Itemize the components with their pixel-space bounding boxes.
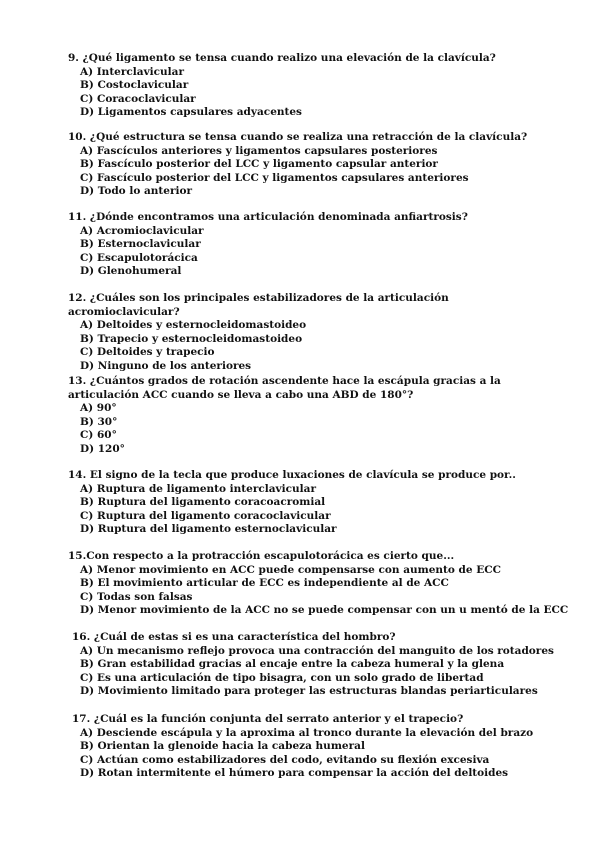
option-a: A) Deltoides y esternocleidomastoideo bbox=[80, 319, 307, 331]
question-text: 12. ¿Cuáles son los principales estabilizadores de la articulación acromioclavicular? bbox=[68, 292, 453, 318]
option-d: D) Glenohumeral bbox=[80, 265, 182, 277]
question-12 bbox=[0, 292, 600, 373]
option-c: C) Ruptura del ligamento coracoclavicular bbox=[80, 509, 331, 522]
option-b: B) Ruptura del ligamento coracoacromial bbox=[80, 496, 326, 508]
option-c: C) Actúan como estabilizadores del codo, evitando su flexión excesiva bbox=[80, 753, 490, 766]
option-c: C) 60° bbox=[80, 429, 117, 441]
question-text: 10. ¿Qué estructura se tensa cuando se realiza una retracción de la clavícula? bbox=[68, 131, 528, 143]
question-11 bbox=[0, 211, 600, 279]
option-b: B) Orientan la glenoide hacia la cabeza humeral bbox=[80, 740, 365, 752]
option-a: A) Un mecanismo reflejo provoca una contracción del manguito de los rotadores bbox=[80, 644, 554, 657]
option-d: D) Movimiento limitado para proteger las estructuras blandas periarticulares bbox=[80, 685, 538, 697]
question-14 bbox=[0, 469, 600, 537]
question-text: 16. ¿Cuál de estas si es una característica del hombro? bbox=[72, 631, 396, 643]
option-a: A) Interclavicular bbox=[80, 65, 185, 78]
option-a: A) Desciende escápula y la aproxima al tronco durante la elevación del brazo bbox=[80, 726, 534, 739]
option-b: B) Gran estabilidad gracias al encaje entre la cabeza humeral y la glena bbox=[80, 658, 505, 670]
option-c: C) Es una articulación de tipo bisagra, con un solo grado de libertad bbox=[80, 671, 484, 684]
option-d: D) Ligamentos capsulares adyacentes bbox=[80, 106, 302, 118]
question-10 bbox=[0, 131, 600, 199]
option-d: D) Menor movimiento de la ACC no se puede compensar con un u mentó de la ECC bbox=[80, 604, 569, 616]
question-16 bbox=[0, 631, 600, 699]
option-d: D) Ninguno de los anteriores bbox=[80, 359, 252, 372]
option-a: A) Menor movimiento en ACC puede compensarse con aumento de ECC bbox=[80, 563, 501, 576]
question-text: 11. ¿Dónde encontramos una articulación denominada anfiartrosis? bbox=[68, 211, 468, 223]
option-a: A) Fascículos anteriores y ligamentos capsulares posteriores bbox=[80, 144, 438, 157]
question-text: 17. ¿Cuál es la función conjunta del serrato anterior y el trapecio? bbox=[72, 713, 464, 725]
option-b: B) Trapecio y esternocleidomastoideo bbox=[80, 332, 303, 345]
option-b: B) 30° bbox=[80, 415, 118, 428]
option-a: A) Ruptura de ligamento interclavicular bbox=[80, 482, 316, 495]
option-a: A) 90° bbox=[80, 402, 117, 414]
option-c: C) Escapulotorácica bbox=[80, 251, 198, 264]
option-d: D) Ruptura del ligamento esternoclavicular bbox=[80, 523, 337, 535]
option-d: D) 120° bbox=[80, 442, 125, 455]
question-text: 14. El signo de la tecla que produce luxaciones de clavícula se produce por.. bbox=[68, 469, 516, 481]
option-c: C) Todas son falsas bbox=[80, 590, 193, 603]
option-b: B) Esternoclavicular bbox=[80, 238, 201, 250]
option-c: C) Deltoides y trapecio bbox=[80, 346, 215, 358]
question-15 bbox=[0, 550, 600, 618]
question-17 bbox=[0, 713, 600, 781]
question-text: 9. ¿Qué ligamento se tensa cuando realizo una elevación de la clavícula? bbox=[68, 52, 496, 64]
question-13 bbox=[0, 375, 600, 456]
question-text: 13. ¿Cuántos grados de rotación ascendente hace la escápula gracias a la articulación ACC cuando se lleva a cabo una ABD de 180°? bbox=[68, 375, 505, 401]
option-d: D) Rotan intermitente el húmero para compensar la acción del deltoides bbox=[80, 767, 509, 779]
option-c: C) Coracoclavicular bbox=[80, 92, 196, 105]
option-b: B) Costoclavicular bbox=[80, 79, 189, 91]
option-c: C) Fascículo posterior del LCC y ligamentos capsulares anteriores bbox=[80, 171, 469, 184]
option-d: D) Todo lo anterior bbox=[80, 185, 193, 197]
question-text: 15.Con respecto a la protracción escapulotorácica es cierto que... bbox=[68, 550, 455, 562]
option-b: B) El movimiento articular de ECC es independiente al de ACC bbox=[80, 577, 449, 589]
option-b: B) Fascículo posterior del LCC y ligamento capsular anterior bbox=[80, 158, 438, 170]
option-a: A) Acromioclavicular bbox=[80, 224, 204, 237]
question-9 bbox=[0, 52, 600, 120]
